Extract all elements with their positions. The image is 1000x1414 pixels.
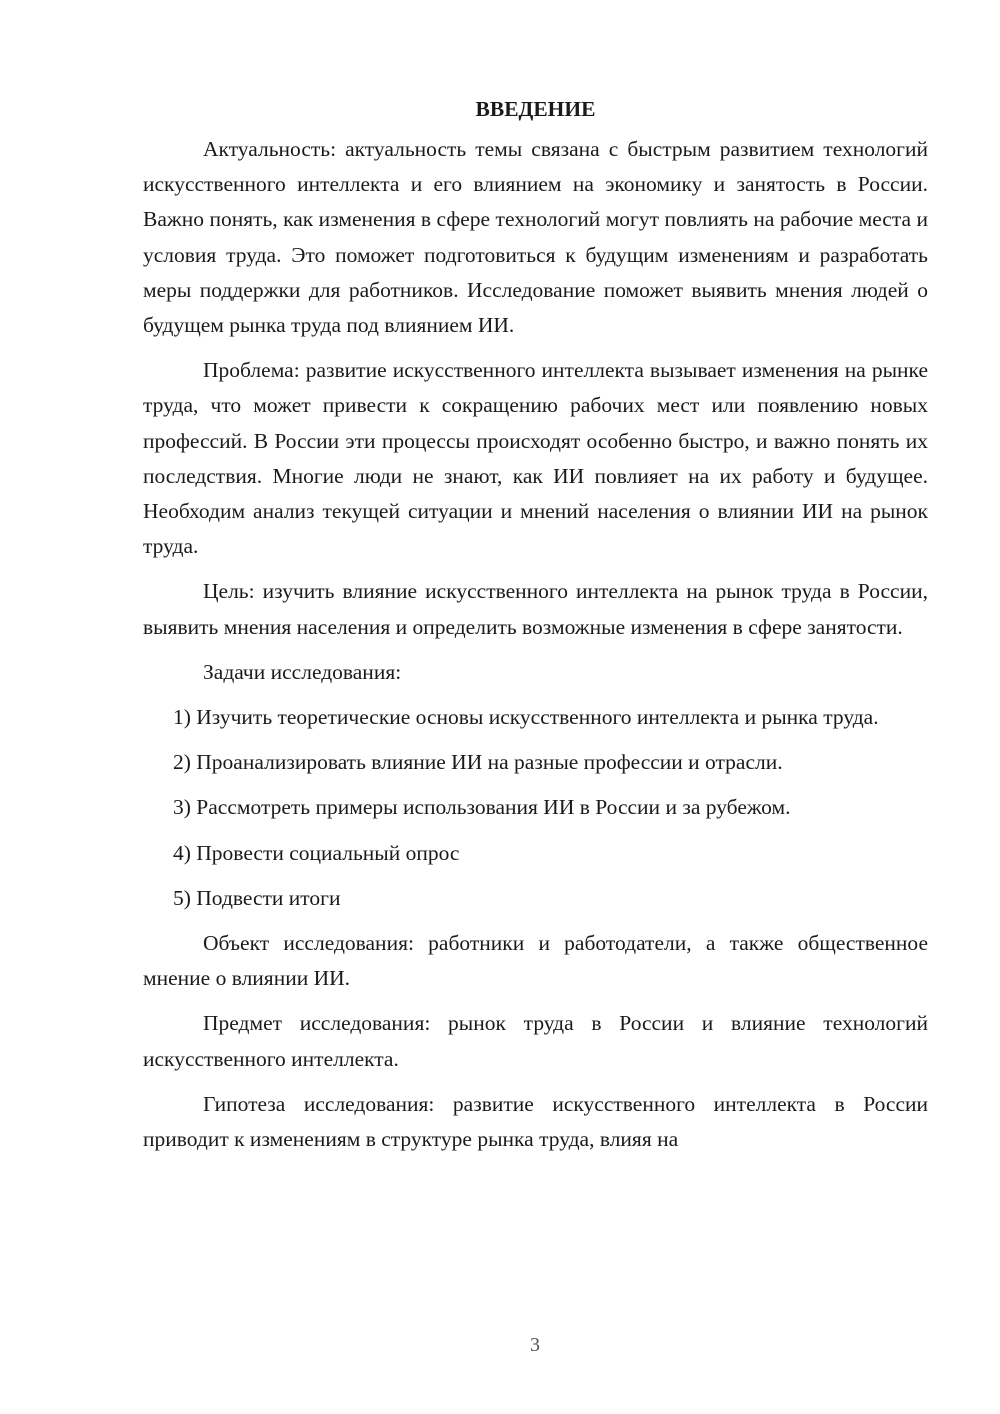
paragraph-problem: Проблема: развитие искусственного интеллекта вызывает изменения на рынке труда, что может привести к сокращению рабочих мест или появлению новых профессий. В России эти процессы происходят особенно быстро, и важно понять их последствия. Многие люди не знают, как ИИ повлияет на их работу и будущее. Необходим анализ текущей ситуации и мнений населения о влиянии ИИ на рынок труда. xyxy=(143,358,928,559)
paragraph-tasks-heading: Задачи исследования: xyxy=(203,659,402,684)
paragraph-hypothesis: Гипотеза исследования: развитие искусственного интеллекта в России приводит к изменениям в структуре рынка труда, влияя на xyxy=(143,1091,928,1152)
paragraph-subject: Предмет исследования: рынок труда в России и влияние технологий искусственного интеллекта. xyxy=(143,1011,928,1071)
paragraph-relevance: Актуальность: актуальность темы связана с быстрым развитием технологий искусственного интеллекта и его влиянием на экономику и занятость в России. Важно понять, как изменения в сфере технологий могут повлиять на рабочие места и условия труда. Это поможет подготовиться к будущим изменениям и разработать меры поддержки для работников. Исследование поможет выявить мнения людей о будущем рынка труда под влиянием ИИ. xyxy=(143,137,928,338)
paragraph-goal: Цель: изучить влияние искусственного интеллекта на рынок труда в России, выявить мнения населения и определить возможные изменения в сфере занятости. xyxy=(143,579,928,639)
page-title: ВВЕДЕНИЕ xyxy=(475,97,596,121)
page-number: 3 xyxy=(530,1334,540,1356)
task-item: 3) Рассмотреть примеры использования ИИ в России и за рубежом. xyxy=(173,795,791,820)
task-item: 2) Проанализировать влияние ИИ на разные профессии и отрасли. xyxy=(173,750,783,775)
task-item: 5) Подвести итоги xyxy=(173,885,341,910)
paragraph-object: Объект исследования: работники и работодатели, а также общественное мнение о влиянии ИИ. xyxy=(143,931,928,991)
document-page xyxy=(143,92,928,1167)
task-item: 1) Изучить теоретические основы искусственного интеллекта и рынка труда. xyxy=(173,705,879,730)
task-item: 4) Провести социальный опрос xyxy=(173,840,460,865)
